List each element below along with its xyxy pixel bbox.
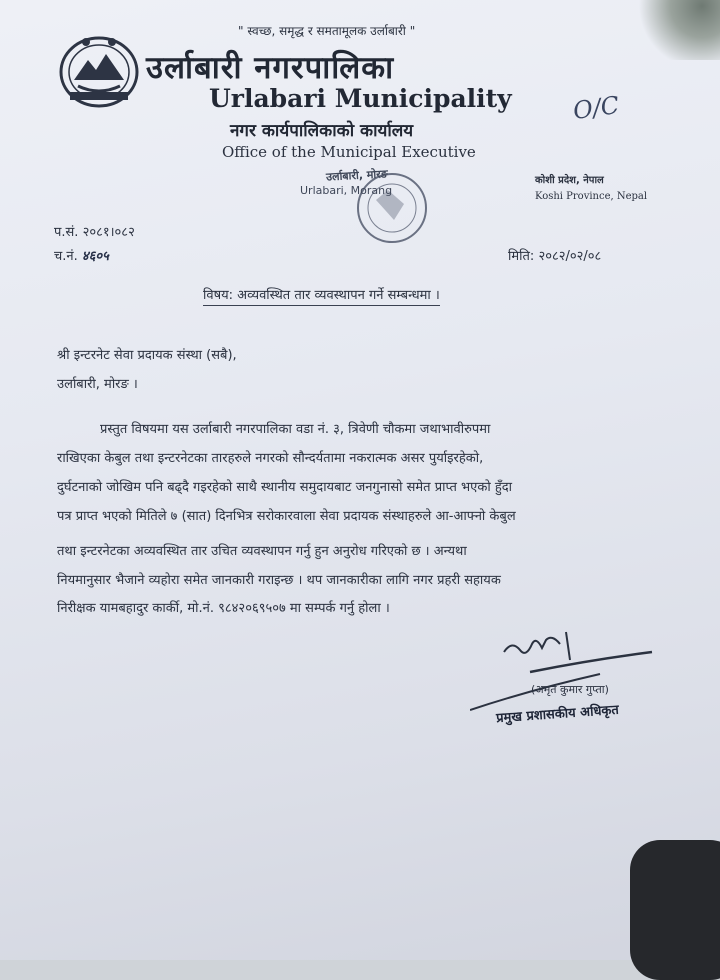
letter-date bbox=[508, 246, 601, 264]
body-line: तथा इन्टरनेटका अव्यवस्थित तार उचित व्यवस्थापन गर्नु हुन अनुरोध गरिएको छ । अन्यथा bbox=[57, 544, 467, 559]
corner-shadow bbox=[630, 0, 720, 60]
dispatch-number bbox=[54, 246, 109, 264]
body-line: पत्र प्राप्त भएको मितिले ७ (सात) दिनभित्र सरोकारवाला सेवा प्रदायक संस्थाहरुले आ-आफ्नो केबुल bbox=[57, 509, 516, 524]
ps-label: प.सं. bbox=[54, 225, 79, 240]
office-title-english: Office of the Municipal Executive bbox=[222, 143, 476, 161]
signatory-designation: प्रमुख प्रशासकीय अधिकृत bbox=[495, 702, 620, 727]
municipal-motto: " स्वच्छ, समृद्ध र समतामूलक उर्लाबारी " bbox=[238, 24, 416, 38]
bottom-right-shadow bbox=[630, 840, 720, 980]
office-title-nepali: नगर कार्यपालिकाको कार्यालय bbox=[230, 121, 414, 141]
stamp-location-english: Urlabari, Morang bbox=[300, 184, 393, 197]
municipality-title-nepali: उर्लाबारी नगरपालिका bbox=[146, 50, 395, 86]
province-nepali: कोशी प्रदेश, नेपाल bbox=[535, 175, 604, 186]
body-line: राखिएका केबुल तथा इन्टरनेटका तारहरुले नगरको सौन्दर्यतामा नकरात्मक असर पुर्याइरहेको, bbox=[57, 451, 484, 466]
stamp-location-nepali: उर्लाबारी, मोरङ bbox=[325, 167, 389, 184]
signatory-name: (अमृत कुमार गुप्ता) bbox=[531, 683, 609, 696]
ps-value: २०८१।०८२ bbox=[82, 225, 135, 240]
recipient-line-2: उर्लाबारी, मोरङ । bbox=[57, 377, 138, 392]
province-english: Koshi Province, Nepal bbox=[535, 191, 648, 202]
letter-subject: विषय: अव्यवस्थित तार व्यवस्थापन गर्ने सम्बन्धमा । bbox=[203, 285, 440, 306]
handwritten-oc-mark: O/C bbox=[571, 90, 621, 126]
body-line: निरीक्षक यामबहादुर कार्की, मो.नं. ९८४२०६९५०७ मा सम्पर्क गर्नु होला । bbox=[57, 601, 390, 616]
body-line: दुर्घटनाको जोखिम पनि बढ्दै गइरहेको साथै स्थानीय समुदायबाट जनगुनासो समेत प्राप्त भएको हुँदा bbox=[57, 480, 513, 495]
municipality-title-english: Urlabari Municipality bbox=[209, 84, 512, 113]
reference-number bbox=[54, 222, 135, 240]
body-line: प्रस्तुत विषयमा यस उर्लाबारी नगरपालिका वडा नं. ३, त्रिवेणी चौकमा जथाभावीरुपमा bbox=[100, 422, 491, 437]
nepal-emblem-icon bbox=[56, 30, 142, 110]
date-label: मिति: bbox=[508, 249, 535, 264]
cn-label: च.नं. bbox=[54, 249, 78, 264]
body-line: नियमानुसार भैजाने व्यहोरा समेत जानकारी गराइन्छ । थप जानकारीका लागि नगर प्रहरी सहायक bbox=[57, 573, 501, 588]
date-value: २०८२/०२/०८ bbox=[538, 249, 602, 264]
recipient-line-1: श्री इन्टरनेट सेवा प्रदायक संस्था (सबै), bbox=[57, 348, 237, 363]
cn-value: ४६०५ bbox=[81, 249, 109, 264]
